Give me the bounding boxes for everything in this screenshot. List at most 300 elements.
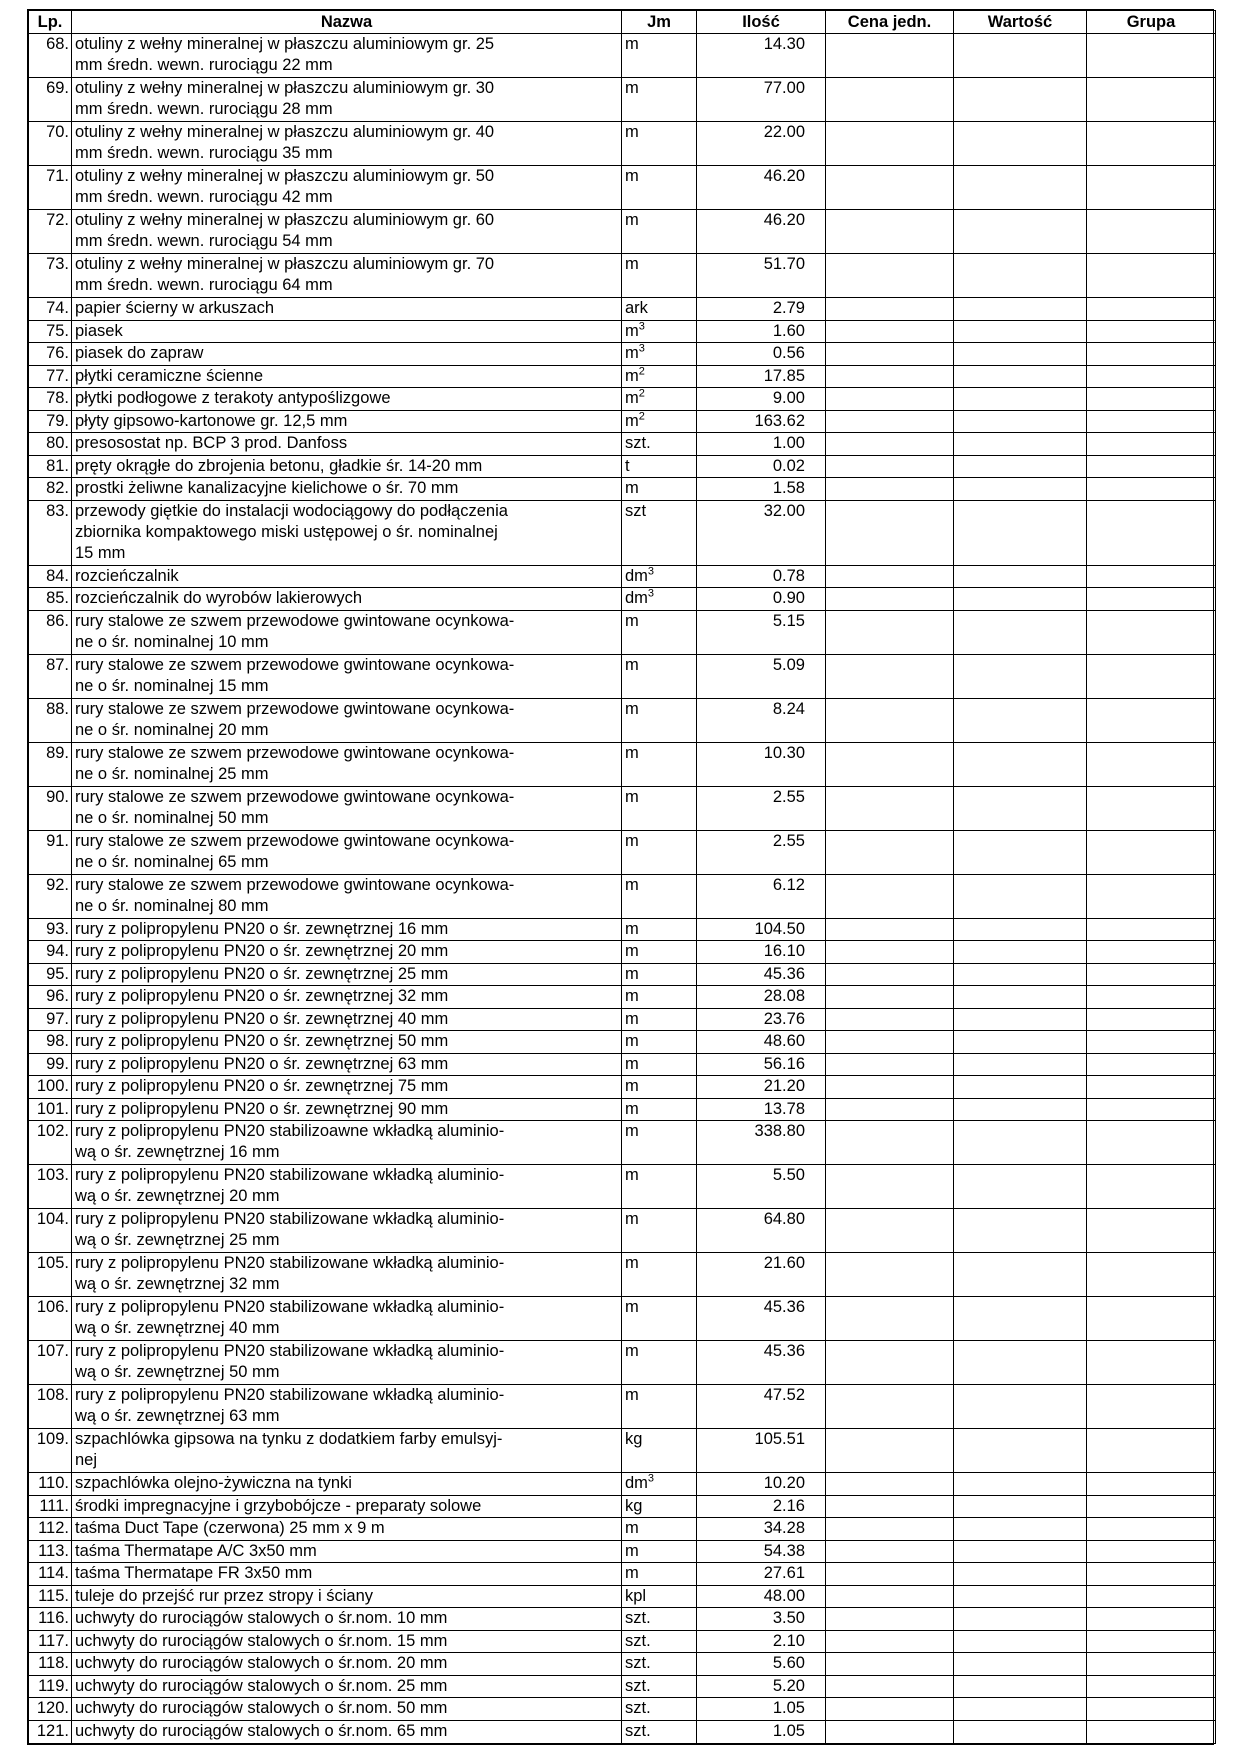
row-lp: 77.: [29, 365, 72, 388]
row-nazwa-line: płyty gipsowo-kartonowe gr. 12,5 mm: [75, 411, 348, 430]
row-lp: 69.: [29, 78, 72, 122]
row-ilosc: 338.80: [697, 1121, 826, 1165]
row-nazwa: [72, 455, 622, 478]
row-lp: 110.: [29, 1473, 72, 1496]
row-jm: szt.: [622, 1698, 697, 1721]
row-ilosc: 0.78: [697, 565, 826, 588]
table-row: [29, 343, 1216, 366]
row-lp: 85.: [29, 588, 72, 611]
table-row: [29, 1008, 1216, 1031]
row-nazwa-line: rury z polipropylenu PN20 o śr. zewnętrznej 40 mm: [75, 1009, 449, 1028]
row-grupa: [1087, 1675, 1216, 1698]
row-lp: 70.: [29, 122, 72, 166]
row-nazwa: [72, 1563, 622, 1586]
row-nazwa-line: rury stalowe ze szwem przewodowe gwintowane ocynkowa-: [75, 655, 515, 674]
row-jm: m: [622, 1053, 697, 1076]
row-ilosc: 5.60: [697, 1653, 826, 1676]
row-nazwa-line: rury stalowe ze szwem przewodowe gwintowane ocynkowa-: [75, 787, 515, 806]
row-nazwa: [72, 1473, 622, 1496]
row-wartosc: [954, 565, 1087, 588]
row-nazwa-line: rozcieńczalnik do wyrobów lakierowych: [75, 589, 363, 608]
row-grupa: [1087, 1720, 1216, 1743]
row-nazwa: [72, 1585, 622, 1608]
row-cena-jedn: [826, 1076, 954, 1099]
row-ilosc: 21.20: [697, 1076, 826, 1099]
table-row: [29, 610, 1216, 654]
row-nazwa-line: rury z polipropylenu PN20 stabilizowane wkładką aluminio-: [75, 1298, 505, 1317]
row-grupa: [1087, 1053, 1216, 1076]
row-nazwa-line: ne o śr. nominalnej 15 mm: [75, 676, 269, 695]
row-grupa: [1087, 1473, 1216, 1496]
materials-table: [28, 10, 1216, 1744]
row-lp: 87.: [29, 654, 72, 698]
row-wartosc: [954, 874, 1087, 918]
row-nazwa: [72, 1121, 622, 1165]
row-ilosc: 1.05: [697, 1720, 826, 1743]
row-ilosc: 23.76: [697, 1008, 826, 1031]
row-nazwa-line: rury z polipropylenu PN20 o śr. zewnętrznej 20 mm: [75, 942, 449, 961]
table-row: [29, 320, 1216, 343]
row-cena-jedn: [826, 1518, 954, 1541]
row-jm: m: [622, 1076, 697, 1099]
row-jm: m: [622, 1253, 697, 1297]
row-nazwa-line: rury z polipropylenu PN20 stabilizowane wkładką aluminio-: [75, 1210, 505, 1229]
row-cena-jedn: [826, 455, 954, 478]
row-ilosc: 1.58: [697, 478, 826, 501]
column-header-jm: Jm: [622, 11, 697, 34]
row-nazwa: [72, 122, 622, 166]
row-wartosc: [954, 1429, 1087, 1473]
row-wartosc: [954, 1675, 1087, 1698]
row-jm: m: [622, 1031, 697, 1054]
row-nazwa: [72, 1495, 622, 1518]
row-grupa: [1087, 1585, 1216, 1608]
row-lp: 94.: [29, 941, 72, 964]
row-grupa: [1087, 742, 1216, 786]
row-lp: 90.: [29, 786, 72, 830]
row-lp: 100.: [29, 1076, 72, 1099]
row-wartosc: [954, 210, 1087, 254]
table-row: [29, 654, 1216, 698]
row-nazwa-line: otuliny z wełny mineralnej w płaszczu aluminiowym gr. 70: [75, 255, 495, 273]
row-nazwa: [72, 1341, 622, 1385]
row-cena-jedn: [826, 1585, 954, 1608]
row-grupa: [1087, 433, 1216, 456]
row-cena-jedn: [826, 320, 954, 343]
row-nazwa-line: płytki podłogowe z terakoty antypoślizgowe: [75, 389, 391, 407]
row-wartosc: [954, 410, 1087, 433]
row-wartosc: [954, 1209, 1087, 1253]
row-nazwa-line: wą o śr. zewnętrznej 50 mm: [75, 1363, 280, 1382]
row-lp: 108.: [29, 1385, 72, 1429]
row-grupa: [1087, 365, 1216, 388]
row-lp: 75.: [29, 320, 72, 343]
row-nazwa: [72, 388, 622, 411]
row-nazwa-line: taśma Thermatape FR 3x50 mm: [75, 1564, 313, 1583]
row-lp: 74.: [29, 298, 72, 321]
row-nazwa: [72, 986, 622, 1009]
row-wartosc: [954, 830, 1087, 874]
row-nazwa-line: ne o śr. nominalnej 25 mm: [75, 764, 269, 783]
row-wartosc: [954, 1608, 1087, 1631]
row-jm: m: [622, 254, 697, 298]
row-jm: m: [622, 941, 697, 964]
row-ilosc: 0.02: [697, 455, 826, 478]
row-ilosc: 2.79: [697, 298, 826, 321]
table-row: [29, 918, 1216, 941]
row-cena-jedn: [826, 698, 954, 742]
row-nazwa-line: rury stalowe ze szwem przewodowe gwintowane ocynkowa-: [75, 831, 515, 850]
row-nazwa: [72, 565, 622, 588]
row-ilosc: 5.15: [697, 610, 826, 654]
row-lp: 103.: [29, 1165, 72, 1209]
row-wartosc: [954, 1098, 1087, 1121]
row-lp: 99.: [29, 1053, 72, 1076]
row-cena-jedn: [826, 1341, 954, 1385]
row-cena-jedn: [826, 654, 954, 698]
row-ilosc: 45.36: [697, 1341, 826, 1385]
row-ilosc: 77.00: [697, 78, 826, 122]
row-nazwa-line: rury z polipropylenu PN20 o śr. zewnętrznej 32 mm: [75, 987, 449, 1006]
row-ilosc: 46.20: [697, 210, 826, 254]
row-nazwa: [72, 343, 622, 366]
row-grupa: [1087, 1540, 1216, 1563]
row-wartosc: [954, 1121, 1087, 1165]
row-nazwa: [72, 1165, 622, 1209]
row-nazwa-line: przewody giętkie do instalacji wodociągowy do podłączenia: [75, 501, 508, 520]
row-grupa: [1087, 78, 1216, 122]
row-nazwa-line: pręty okrągłe do zbrojenia betonu, gładkie śr. 14-20 mm: [75, 456, 483, 475]
row-nazwa: [72, 1653, 622, 1676]
row-wartosc: [954, 1518, 1087, 1541]
row-nazwa-line: rury z polipropylenu PN20 o śr. zewnętrznej 50 mm: [75, 1032, 449, 1051]
table-row: [29, 1518, 1216, 1541]
row-lp: 96.: [29, 986, 72, 1009]
row-lp: 93.: [29, 918, 72, 941]
row-wartosc: [954, 1653, 1087, 1676]
row-cena-jedn: [826, 588, 954, 611]
row-jm: $dm^3$: [622, 1473, 697, 1496]
row-nazwa-line: piasek do zapraw: [75, 344, 204, 362]
row-nazwa-line: otuliny z wełny mineralnej w płaszczu aluminiowym gr. 50: [75, 167, 495, 185]
table-row: [29, 1473, 1216, 1496]
row-grupa: [1087, 588, 1216, 611]
row-nazwa-line: wą o śr. zewnętrznej 40 mm: [75, 1319, 280, 1338]
row-ilosc: 0.56: [697, 343, 826, 366]
row-nazwa: [72, 1429, 622, 1473]
row-lp: 91.: [29, 830, 72, 874]
column-header-wartosc: Wartość: [954, 11, 1087, 34]
row-grupa: [1087, 388, 1216, 411]
row-ilosc: 105.51: [697, 1429, 826, 1473]
column-header-cena-jedn: Cena jedn.: [826, 11, 954, 34]
row-grupa: [1087, 1165, 1216, 1209]
row-jm: $dm^3$: [622, 565, 697, 588]
row-jm: $m^2$: [622, 365, 697, 388]
bill-of-materials-page: [27, 9, 1214, 1745]
row-nazwa-line: rury stalowe ze szwem przewodowe gwintowane ocynkowa-: [75, 611, 515, 630]
row-cena-jedn: [826, 1630, 954, 1653]
row-lp: 109.: [29, 1429, 72, 1473]
row-wartosc: [954, 698, 1087, 742]
row-ilosc: 0.90: [697, 588, 826, 611]
table-row: [29, 210, 1216, 254]
row-nazwa-line: piasek: [75, 321, 123, 340]
row-lp: 71.: [29, 166, 72, 210]
row-nazwa-line: otuliny z wełny mineralnej w płaszczu aluminiowym gr. 60: [75, 211, 495, 229]
row-jm: m: [622, 478, 697, 501]
row-cena-jedn: [826, 34, 954, 78]
table-row: [29, 1653, 1216, 1676]
row-grupa: [1087, 1518, 1216, 1541]
row-cena-jedn: [826, 1121, 954, 1165]
row-nazwa: [72, 698, 622, 742]
row-wartosc: [954, 365, 1087, 388]
row-cena-jedn: [826, 1653, 954, 1676]
row-ilosc: 54.38: [697, 1540, 826, 1563]
row-ilosc: 1.05: [697, 1698, 826, 1721]
row-wartosc: [954, 610, 1087, 654]
table-row: [29, 698, 1216, 742]
row-cena-jedn: [826, 1297, 954, 1341]
row-jm: m: [622, 1121, 697, 1165]
row-lp: 73.: [29, 254, 72, 298]
row-jm: kg: [622, 1429, 697, 1473]
row-nazwa-line: ne o śr. nominalnej 10 mm: [75, 632, 269, 651]
row-ilosc: 6.12: [697, 874, 826, 918]
row-cena-jedn: [826, 1385, 954, 1429]
row-cena-jedn: [826, 830, 954, 874]
row-nazwa-line: mm średn. wewn. rurociągu 54 mm: [75, 232, 333, 250]
table-row: [29, 963, 1216, 986]
row-lp: 84.: [29, 565, 72, 588]
row-nazwa-line: wą o śr. zewnętrznej 25 mm: [75, 1231, 280, 1250]
row-lp: 80.: [29, 433, 72, 456]
row-jm: kg: [622, 1495, 697, 1518]
row-cena-jedn: [826, 343, 954, 366]
row-nazwa: [72, 1098, 622, 1121]
table-row: [29, 588, 1216, 611]
row-cena-jedn: [826, 433, 954, 456]
row-lp: 117.: [29, 1630, 72, 1653]
row-cena-jedn: [826, 478, 954, 501]
row-lp: 72.: [29, 210, 72, 254]
row-nazwa-line: taśma Thermatape A/C 3x50 mm: [75, 1541, 317, 1560]
table-row: [29, 365, 1216, 388]
row-nazwa-line: uchwyty do rurociągów stalowych o śr.nom. 15 mm: [75, 1631, 448, 1650]
row-ilosc: 2.16: [697, 1495, 826, 1518]
row-ilosc: 14.30: [697, 34, 826, 78]
row-jm: m: [622, 1385, 697, 1429]
row-grupa: [1087, 918, 1216, 941]
row-nazwa: [72, 588, 622, 611]
row-ilosc: 48.00: [697, 1585, 826, 1608]
row-jm: $m^2$: [622, 388, 697, 411]
row-nazwa: [72, 34, 622, 78]
row-grupa: [1087, 1495, 1216, 1518]
row-cena-jedn: [826, 986, 954, 1009]
row-nazwa: [72, 365, 622, 388]
row-grupa: [1087, 874, 1216, 918]
row-jm: szt: [622, 500, 697, 565]
row-lp: 82.: [29, 478, 72, 501]
row-wartosc: [954, 433, 1087, 456]
row-wartosc: [954, 1297, 1087, 1341]
row-lp: 115.: [29, 1585, 72, 1608]
column-header-lp: Lp.: [29, 11, 72, 34]
row-jm: m: [622, 986, 697, 1009]
table-row: [29, 1031, 1216, 1054]
row-grupa: [1087, 986, 1216, 1009]
row-nazwa: [72, 478, 622, 501]
row-nazwa: [72, 500, 622, 565]
row-cena-jedn: [826, 918, 954, 941]
row-jm: m: [622, 918, 697, 941]
row-lp: 105.: [29, 1253, 72, 1297]
row-nazwa: [72, 1031, 622, 1054]
table-row: [29, 298, 1216, 321]
row-wartosc: [954, 1630, 1087, 1653]
row-nazwa: [72, 1675, 622, 1698]
row-wartosc: [954, 1473, 1087, 1496]
table-row: [29, 1209, 1216, 1253]
row-nazwa: [72, 1076, 622, 1099]
row-wartosc: [954, 986, 1087, 1009]
row-grupa: [1087, 1031, 1216, 1054]
row-nazwa-line: mm średn. wewn. rurociągu 35 mm: [75, 144, 333, 162]
row-jm: kpl: [622, 1585, 697, 1608]
row-ilosc: 1.00: [697, 433, 826, 456]
row-grupa: [1087, 34, 1216, 78]
row-cena-jedn: [826, 1053, 954, 1076]
row-nazwa: [72, 1253, 622, 1297]
row-lp: 98.: [29, 1031, 72, 1054]
row-jm: m: [622, 210, 697, 254]
row-jm: m: [622, 1098, 697, 1121]
row-cena-jedn: [826, 1209, 954, 1253]
row-jm: m: [622, 874, 697, 918]
row-jm: m: [622, 698, 697, 742]
table-row: [29, 1297, 1216, 1341]
row-nazwa-line: szpachlówka olejno-żywiczna na tynki: [75, 1474, 352, 1493]
row-wartosc: [954, 1540, 1087, 1563]
row-wartosc: [954, 388, 1087, 411]
row-wartosc: [954, 1495, 1087, 1518]
row-nazwa: [72, 298, 622, 321]
row-wartosc: [954, 1698, 1087, 1721]
row-ilosc: 48.60: [697, 1031, 826, 1054]
row-lp: 86.: [29, 610, 72, 654]
row-ilosc: 2.10: [697, 1630, 826, 1653]
row-nazwa-line: rury z polipropylenu PN20 stabilizowane wkładką aluminio-: [75, 1386, 505, 1405]
row-nazwa: [72, 1630, 622, 1653]
table-row: [29, 34, 1216, 78]
table-row: [29, 1585, 1216, 1608]
row-nazwa-line: mm średn. wewn. rurociągu 28 mm: [75, 100, 333, 118]
row-ilosc: 32.00: [697, 500, 826, 565]
row-grupa: [1087, 654, 1216, 698]
row-grupa: [1087, 455, 1216, 478]
row-cena-jedn: [826, 742, 954, 786]
row-grupa: [1087, 343, 1216, 366]
row-nazwa-line: uchwyty do rurociągów stalowych o śr.nom. 65 mm: [75, 1721, 448, 1740]
row-nazwa: [72, 410, 622, 433]
row-nazwa: [72, 786, 622, 830]
row-nazwa-line: uchwyty do rurociągów stalowych o śr.nom. 50 mm: [75, 1699, 448, 1718]
row-nazwa-line: uchwyty do rurociągów stalowych o śr.nom. 25 mm: [75, 1676, 448, 1695]
table-row: [29, 941, 1216, 964]
row-grupa: [1087, 1698, 1216, 1721]
row-nazwa-line: rury z polipropylenu PN20 o śr. zewnętrznej 25 mm: [75, 964, 449, 983]
row-grupa: [1087, 1121, 1216, 1165]
table-row: [29, 986, 1216, 1009]
row-cena-jedn: [826, 1008, 954, 1031]
row-ilosc: 45.36: [697, 1297, 826, 1341]
table-row: [29, 1429, 1216, 1473]
table-row: [29, 1341, 1216, 1385]
row-wartosc: [954, 78, 1087, 122]
row-wartosc: [954, 1253, 1087, 1297]
row-nazwa: [72, 830, 622, 874]
table-row: [29, 1385, 1216, 1429]
table-row: [29, 122, 1216, 166]
row-grupa: [1087, 1253, 1216, 1297]
row-ilosc: 47.52: [697, 1385, 826, 1429]
row-wartosc: [954, 1720, 1087, 1743]
row-jm: m: [622, 1008, 697, 1031]
row-cena-jedn: [826, 1253, 954, 1297]
row-nazwa: [72, 1385, 622, 1429]
row-wartosc: [954, 34, 1087, 78]
column-header-ilosc: Ilość: [697, 11, 826, 34]
row-cena-jedn: [826, 254, 954, 298]
row-cena-jedn: [826, 1495, 954, 1518]
table-row: [29, 1540, 1216, 1563]
row-lp: 113.: [29, 1540, 72, 1563]
row-nazwa-line: 15 mm: [75, 543, 126, 562]
row-wartosc: [954, 1031, 1087, 1054]
table-row: [29, 500, 1216, 565]
row-nazwa-line: rury z polipropylenu PN20 stabilizowane wkładką aluminio-: [75, 1254, 505, 1273]
row-lp: 116.: [29, 1608, 72, 1631]
row-cena-jedn: [826, 874, 954, 918]
table-row: [29, 433, 1216, 456]
row-wartosc: [954, 1385, 1087, 1429]
row-grupa: [1087, 254, 1216, 298]
row-grupa: [1087, 298, 1216, 321]
row-nazwa: [72, 1608, 622, 1631]
row-ilosc: 5.20: [697, 1675, 826, 1698]
row-lp: 104.: [29, 1209, 72, 1253]
row-nazwa-line: wą o śr. zewnętrznej 20 mm: [75, 1187, 280, 1206]
table-row: [29, 1053, 1216, 1076]
row-lp: 81.: [29, 455, 72, 478]
row-lp: 121.: [29, 1720, 72, 1743]
row-nazwa: [72, 1008, 622, 1031]
column-header-grupa: Grupa: [1087, 11, 1216, 34]
row-nazwa-line: tuleje do przejść rur przez stropy i ściany: [75, 1586, 374, 1605]
row-nazwa: [72, 210, 622, 254]
row-jm: szt.: [622, 1675, 697, 1698]
table-row: [29, 1165, 1216, 1209]
row-wartosc: [954, 918, 1087, 941]
row-nazwa: [72, 166, 622, 210]
row-nazwa-line: papier ścierny w arkuszach: [75, 299, 274, 317]
row-cena-jedn: [826, 1608, 954, 1631]
row-grupa: [1087, 786, 1216, 830]
row-ilosc: 9.00: [697, 388, 826, 411]
row-cena-jedn: [826, 565, 954, 588]
